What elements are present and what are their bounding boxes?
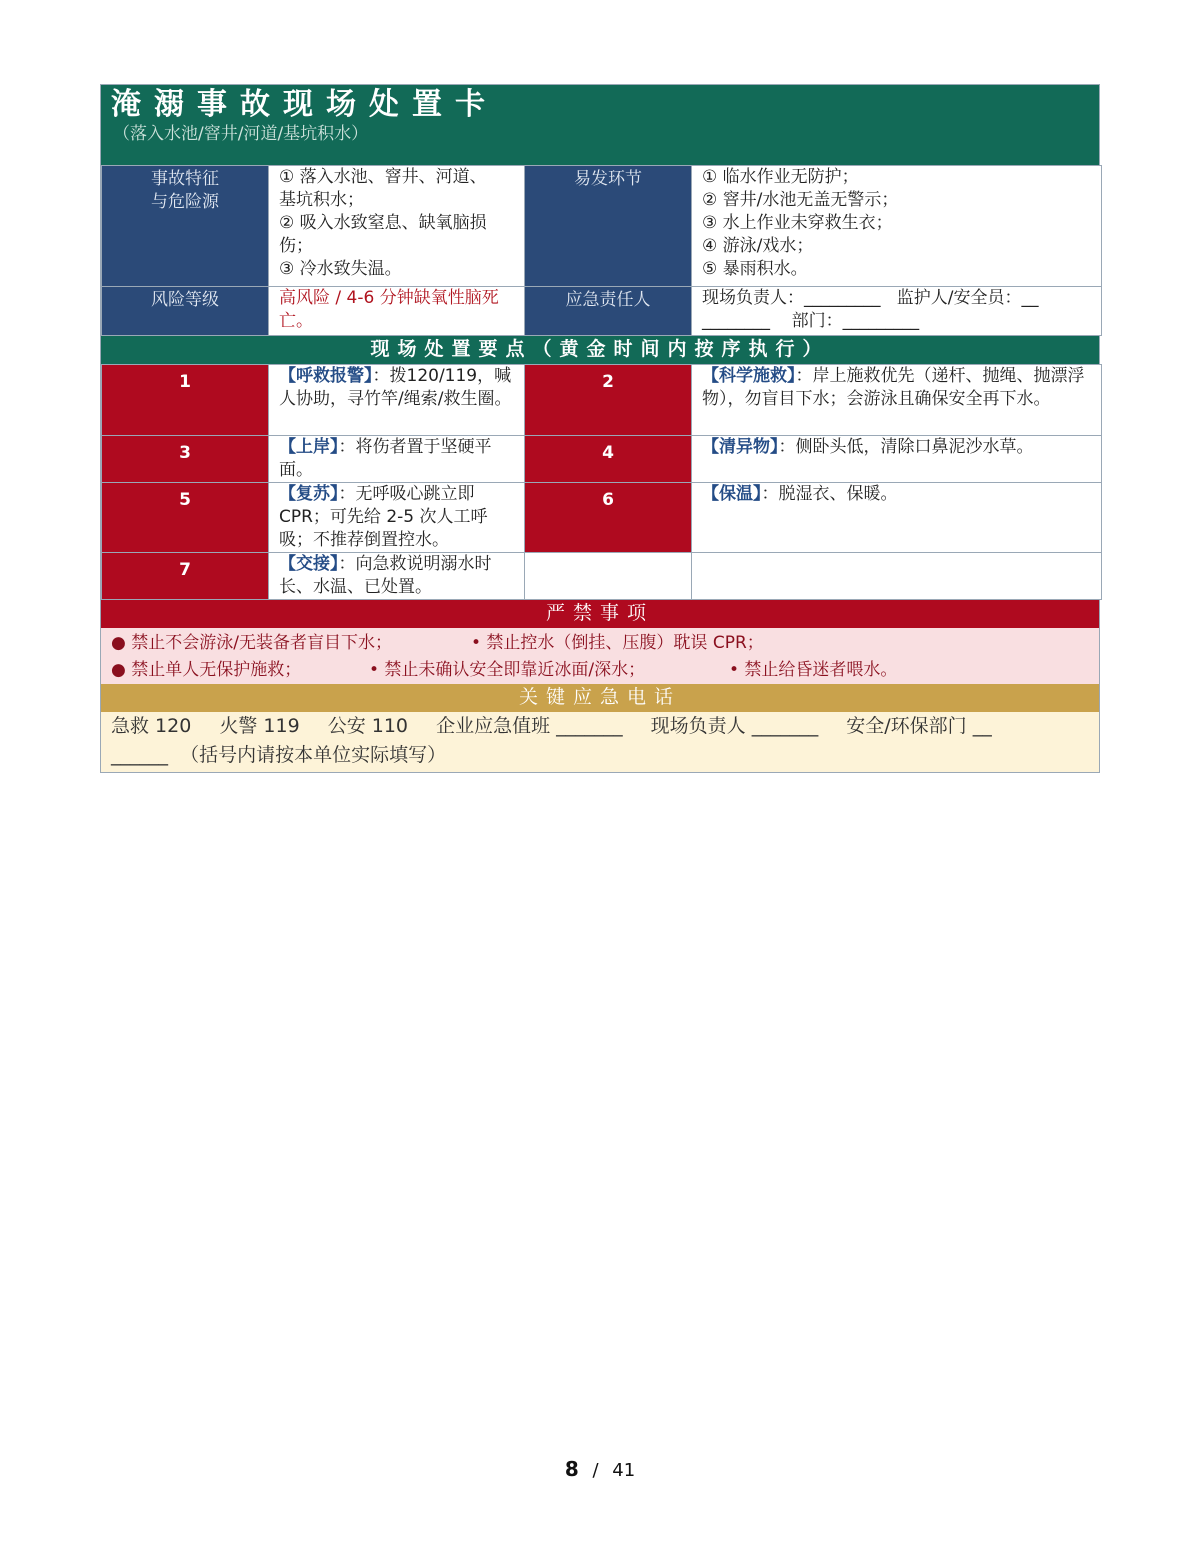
step-description: ：侧卧头低，清除口鼻泥沙水草。 [778, 437, 1034, 457]
phones-block [101, 712, 1099, 772]
forbidden-row [111, 657, 1089, 684]
prone-line: ⑤ 暴雨积水。 [702, 259, 808, 279]
step-keyword: 【上岸】 [279, 437, 339, 457]
responsible-line: ________ 部门：_________ [702, 311, 920, 331]
step-keyword: 【交接】 [279, 554, 339, 574]
page-number [0, 1457, 1200, 1481]
prone-line: ④ 游泳/戏水； [702, 236, 814, 256]
step-description: ：无呼吸心跳立即CPR；可先给 2-5 次人工呼吸；不推荐倒置控水。 [279, 484, 488, 550]
step-description: ：向急救说明溺水时长、水温、已处置。 [279, 554, 492, 597]
features-label-line: 与危险源 [151, 192, 219, 212]
step-description: ：将伤者置于坚硬平面。 [279, 437, 492, 480]
features-line: ① 落入水池、窨井、河道、 [279, 167, 487, 187]
step-text [692, 483, 1102, 553]
risk-label: 风险等级 [102, 287, 269, 336]
prone-line: ③ 水上作业未穿救生衣； [702, 213, 893, 233]
features-label [102, 166, 269, 287]
page-separator: / [592, 1460, 599, 1481]
info-table [101, 165, 1102, 336]
step-description: ：拨120/119，喊人协助，寻竹竿/绳索/救生圈。 [279, 366, 512, 409]
forbidden-item: • 禁止给昏迷者喂水。 [729, 660, 898, 680]
step-description: ：脱湿衣、保暖。 [761, 484, 898, 504]
step-number: 1 [102, 365, 269, 436]
forbidden-item: ● 禁止单人无保护施救； [111, 660, 302, 680]
step-number: 5 [102, 483, 269, 553]
features-line: 基坑积水； [279, 190, 364, 210]
phones-note: ______ （括号内请按本单位实际填写） [111, 744, 447, 766]
steps-table [101, 364, 1102, 600]
step-keyword: 【复苏】 [279, 484, 339, 504]
page-current: 8 [564, 1457, 579, 1481]
phone-item: 安全/环保部门 __ [846, 715, 992, 737]
page-total: 41 [612, 1460, 636, 1481]
step-text [269, 553, 525, 600]
step-text [269, 436, 525, 483]
step-keyword: 【呼救报警】 [279, 366, 373, 386]
phones-line [111, 712, 1089, 741]
prone-value [692, 166, 1102, 287]
steps-header: 现场处置要点（黄金时间内按序执行） [101, 336, 1099, 364]
card-title: 淹溺事故现场处置卡 [111, 87, 498, 122]
phone-item: 急救 120 [111, 715, 192, 737]
step-text [692, 436, 1102, 483]
step-keyword: 【科学施救】 [702, 366, 796, 386]
forbidden-header: 严禁事项 [101, 600, 1099, 628]
responsible-label: 应急责任人 [525, 287, 692, 336]
step-keyword: 【保温】 [702, 484, 762, 504]
risk-value: 高风险 / 4-6 分钟缺氧性脑死亡。 [269, 287, 525, 336]
step-number: 4 [525, 436, 692, 483]
empty-cell [692, 553, 1102, 600]
phone-item: 现场负责人 _______ [650, 715, 819, 737]
features-label-line: 事故特征 [151, 169, 219, 189]
forbidden-row [111, 630, 1089, 657]
step-text [692, 365, 1102, 436]
phone-item: 企业应急值班 _______ [436, 715, 623, 737]
features-line: ② 吸入水致窒息、缺氧脑损 [279, 213, 487, 233]
step-text [269, 483, 525, 553]
forbidden-list [101, 628, 1099, 684]
forbidden-item: • 禁止控水（倒挂、压腹）耽误 CPR； [471, 633, 764, 653]
prone-line: ① 临水作业无防护； [702, 167, 859, 187]
prone-label: 易发环节 [525, 166, 692, 287]
responsible-line: 现场负责人：_________ 监护人/安全员：__ [702, 288, 1039, 308]
card-subtitle: （落入水池/窨井/河道/基坑积水） [113, 124, 369, 144]
forbidden-item: ● 禁止不会游泳/无装备者盲目下水； [111, 633, 392, 653]
step-text [269, 365, 525, 436]
step-description: ：岸上施救优先（递杆、抛绳、抛漂浮物），勿盲目下水；会游泳且确保安全再下水。 [702, 366, 1085, 409]
step-number: 3 [102, 436, 269, 483]
step-number: 6 [525, 483, 692, 553]
features-line: 伤； [279, 236, 313, 256]
features-value [269, 166, 525, 287]
card-header [101, 85, 1099, 165]
phones-header: 关键应急电话 [101, 684, 1099, 712]
forbidden-item: • 禁止未确认安全即靠近冰面/深水； [369, 660, 646, 680]
prone-line: ② 窨井/水池无盖无警示； [702, 190, 899, 210]
step-number: 2 [525, 365, 692, 436]
step-keyword: 【清异物】 [702, 437, 779, 457]
features-line: ③ 冷水致失温。 [279, 259, 402, 279]
phone-item: 公安 110 [327, 715, 409, 737]
drowning-response-card [100, 84, 1100, 773]
step-number: 7 [102, 553, 269, 600]
responsible-value [692, 287, 1102, 336]
empty-cell [525, 553, 692, 600]
phone-item: 火警 119 [219, 715, 300, 737]
